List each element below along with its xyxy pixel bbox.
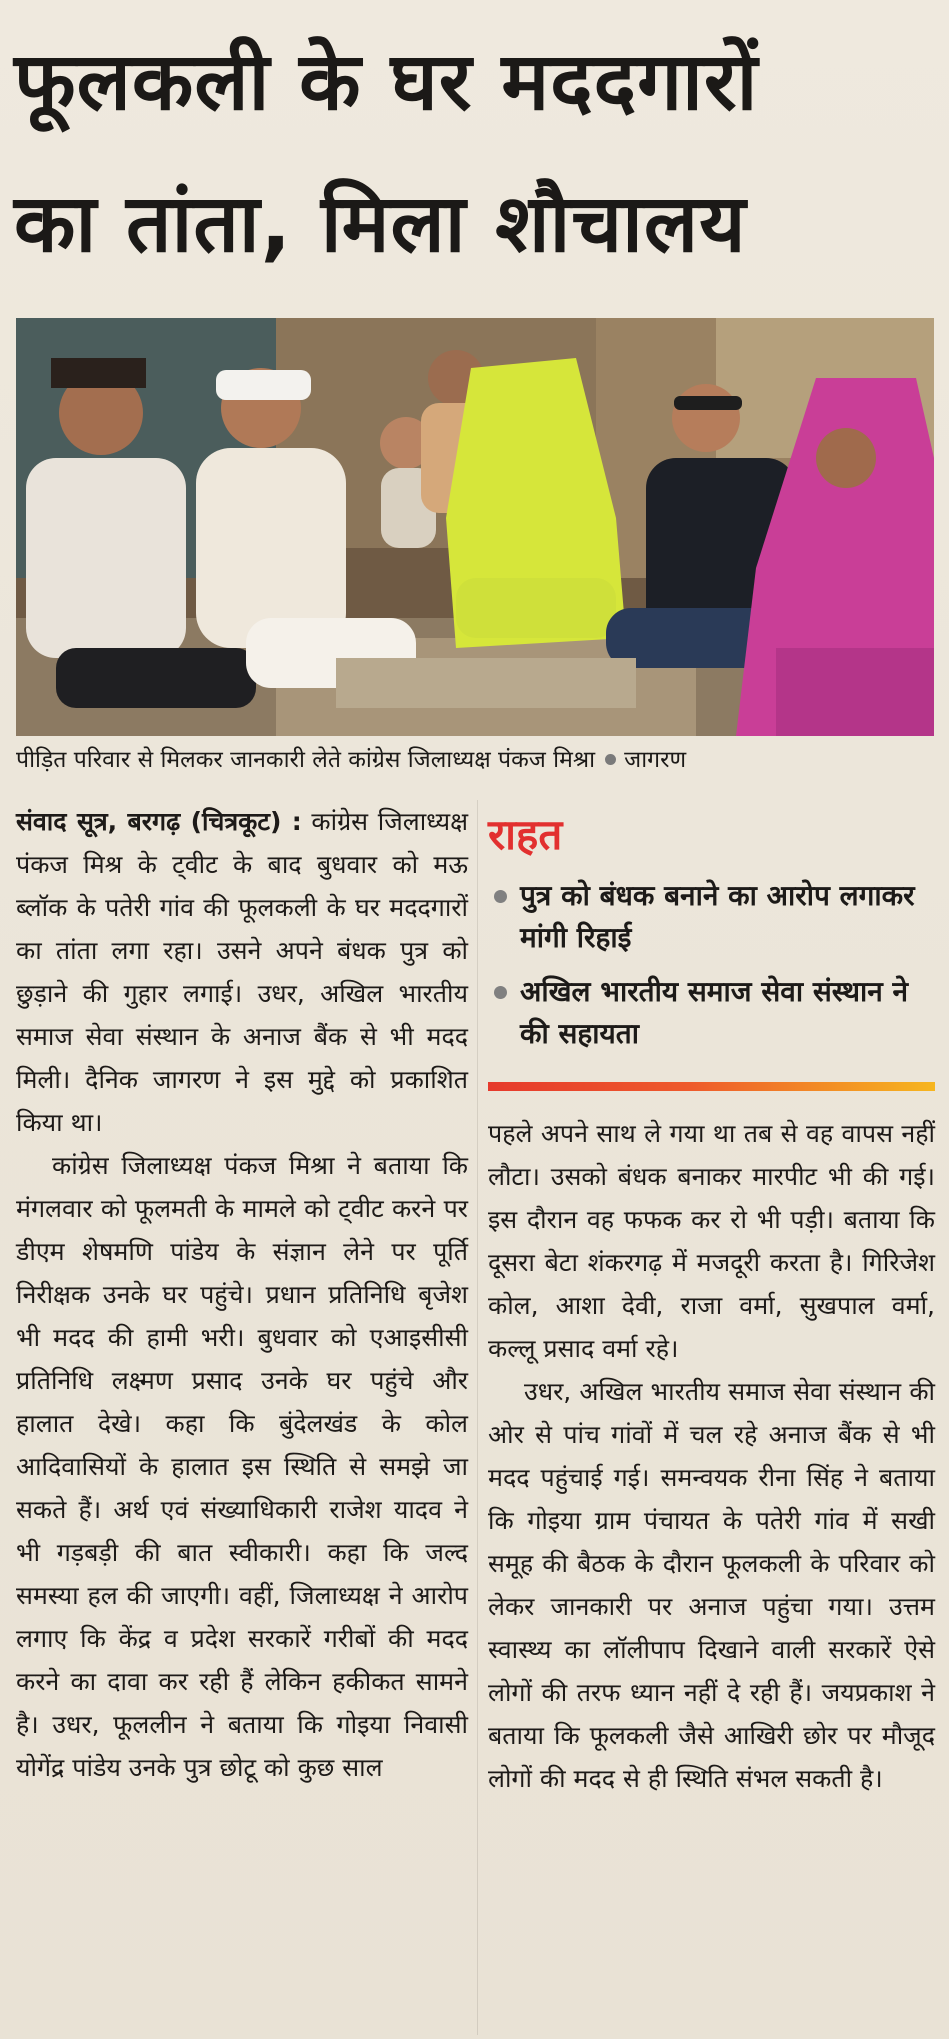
article-paragraph-4: उधर, अखिल भारतीय समाज सेवा संस्थान की ओर से पांच गांवों में चल रहे अनाज बैंक से भी मदद पहुंचाई गई। समन्वयक रीना सिंह ने बताया कि गोइया ग्राम पंचायत के पतेरी गांव में सखी समूह की बैठक के दौरान फूलकली के परिवार को लेकर जानकारी पर अनाज पहुंचा गया। उत्तम स्वास्थ्य का लॉलीपाप दिखाने वाली सरकारें ऐसे लोगों की तरफ ध्यान नहीं दे रही हैं। जयप्रकाश ने बताया कि फूलकली जैसे आखिरी छोर पर मौजूद लोगों की मदद से ही स्थिति संभल सकती है।: [488, 1377, 935, 1793]
rahat-item: [488, 971, 935, 1055]
headline-line-2: का तांता, मिला शौचालय: [14, 177, 747, 270]
article-paragraph-3: पहले अपने साथ ले गया था तब से वह वापस नहीं लौटा। उसको बंधक बनाकर मारपीट भी की गई। इस दौरान वह फफक कर रो भी पड़ी। बताया कि दूसरा बेटा शंकरगढ़ में मजदूरी करता है। गिरिजेश कोल, आशा देवी, राजा वर्मा, सुखपाल वर्मा, कल्लू प्रसाद वर्मा रहे।: [488, 1119, 935, 1363]
bullet-icon: [494, 890, 507, 903]
rahat-item-text: पुत्र को बंधक बनाने का आरोप लगाकर मांगी रिहाई: [520, 879, 915, 954]
rahat-title: राहत: [488, 810, 563, 859]
bullet-icon: [494, 986, 507, 999]
article-right-column: [488, 1112, 935, 1800]
article-paragraph-2: कांग्रेस जिलाध्यक्ष पंकज मिश्रा ने बताया कि मंगलवार को फूलमती के मामले को ट्वीट करने पर डीएम शेषमणि पांडेय के संज्ञान लेने पर पूर्ति निरीक्षक उनके घर पहुंचे। प्रधान प्रतिनिधि बृजेश भी मदद की हामी भरी। बुधवार को एआइसीसी प्रतिनिधि लक्ष्मण प्रसाद उनके घर पहुंचे और हालात देखे। कहा कि बुंदेलखंड के कोल आदिवासियों के हालात इस स्थिति से समझे जा सकते हैं। अर्थ एवं संख्याधिकारी राजेश यादव ने भी गड़बड़ी की बात स्वीकारी। कहा कि जल्द समस्या हल की जाएगी। वहीं, जिलाध्यक्ष ने आरोप लगाए कि केंद्र व प्रदेश सरकारें गरीबों की मदद करने का दावा कर रही हैं लेकिन हकीकत सामने है। उधर, फूललीन ने बताया कि गोइया निवासी योगेंद्र पांडेय उनके पुत्र छोटू को कुछ साल: [16, 1151, 468, 1782]
rahat-item-text: अखिल भारतीय समाज सेवा संस्थान ने की सहायता: [520, 975, 909, 1050]
rahat-box: [488, 807, 935, 1055]
dateline: संवाद सूत्र, बरगढ़ (चित्रकूट) :: [16, 807, 302, 836]
paragraph-text: कांग्रेस जिलाध्यक्ष पंकज मिश्र के ट्वीट के बाद बुधवार को मऊ ब्लॉक के पतेरी गांव की फूलकली के घर मददगारों का तांता लगा रहा। उसने अपने बंधक पुत्र को छुड़ाने की गुहार लगाई। उधर, अखिल भारतीय समाज सेवा संस्थान के अनाज बैंक से भी मदद मिली। दैनिक जागरण ने इस मुद्दे को प्रकाशित किया था।: [16, 807, 468, 1137]
photo-caption: [16, 745, 934, 775]
caption-text: पीड़ित परिवार से मिलकर जानकारी लेते कांग्रेस जिलाध्यक्ष पंकज मिश्रा: [16, 747, 596, 773]
photo-credit: जागरण: [624, 747, 687, 773]
article-paragraph-1: [16, 800, 468, 1144]
article-left-column: [16, 800, 468, 1789]
rahat-divider: [488, 1082, 935, 1091]
headline-line-1: फूलकली के घर मददगारों: [14, 35, 759, 128]
news-photo: [16, 318, 934, 736]
rahat-item: [488, 875, 935, 959]
bullet-icon: [605, 754, 616, 765]
column-divider: [477, 800, 478, 2035]
